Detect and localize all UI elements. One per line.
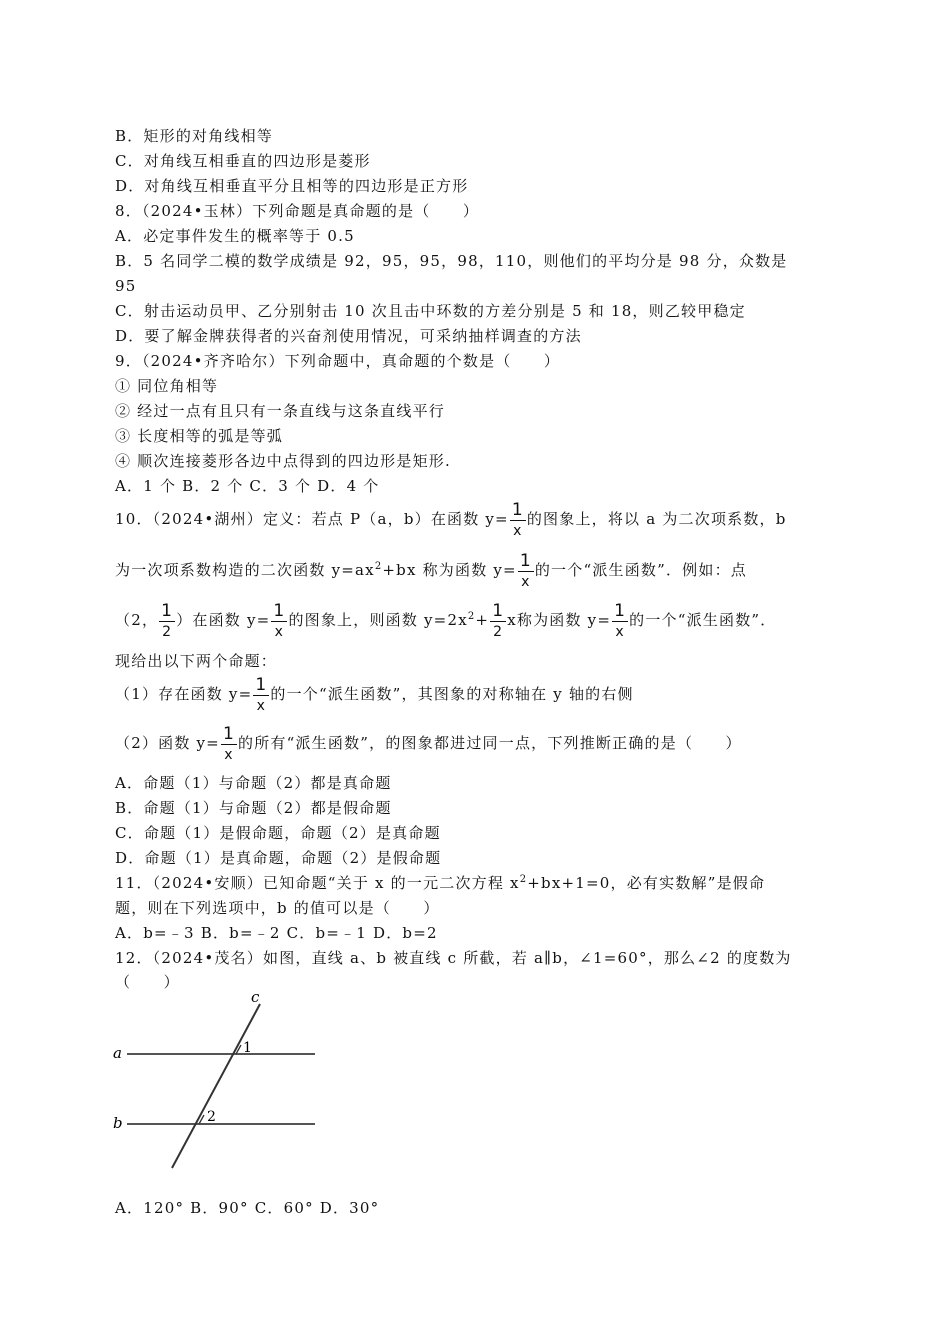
q8-option-a: A．必定事件发生的概率等于 0.5 [115,227,355,245]
label-angle-2: 2 [207,1109,216,1125]
q10-text: （2， [115,611,159,629]
q10-text: 的所有“派生函数”，的图象都进过同一点，下列推断正确的是（ ） [238,734,742,752]
label-angle-1: 1 [243,1040,252,1056]
q7-option-c: C．对角线互相垂直的四边形是菱形 [115,152,371,170]
q10-line-4: 现给出以下两个命题： [115,652,278,670]
q11-text: +bx+1=0，必有实数解”是假命 [527,874,766,892]
q10-text: 的图象上，将以 a 为二次项系数，b [526,510,787,528]
label-a: a [113,1044,122,1062]
fraction-one-over-x: $\frac{1}{x}$ [519,551,532,590]
q12-stem-line-1: 12．（2024•茂名）如图，直线 a、b 被直线 c 所截，若 a∥b，∠1=60°，那么∠2 的度数为 [115,949,792,967]
label-b: b [113,1114,123,1132]
q10-text: 的一个“派生函数”．例如：点 [534,561,747,579]
q10-text: 的一个“派生函数”． [629,611,777,629]
q10-line-3 [115,603,777,639]
exponent: 2 [374,561,383,572]
fraction-one-over-x: $\frac{1}{x}$ [222,724,235,763]
q10-proposition-2 [115,726,742,762]
fraction-one-over-x: $\frac{1}{x}$ [273,601,286,640]
exponent: 2 [467,611,476,622]
fraction-one-over-x: $\frac{1}{x}$ [255,675,268,714]
q10-option-a: A．命题（1）与命题（2）都是真命题 [115,774,392,792]
q10-text: +bx 称为函数 y= [382,561,517,579]
q7-option-b: B．矩形的对角线相等 [115,127,274,145]
q10-text: 的图象上，则函数 y=2x [288,611,468,629]
q10-text: 为一次项系数构造的二次函数 y=ax [115,561,375,579]
q10-proposition-1 [115,677,634,713]
q8-option-d: D．要了解金牌获得者的兴奋剂使用情况，可采纳抽样调查的方法 [115,327,582,345]
q7-option-d: D．对角线互相垂直平分且相等的四边形是正方形 [115,177,469,195]
q8-stem: 8．（2024•玉林）下列命题是真命题的是（ ） [115,202,480,220]
q9-item-3: ③ 长度相等的弧是等弧 [115,427,283,445]
q10-text: x [507,611,517,629]
q10-option-c: C．命题（1）是假命题，命题（2）是真命题 [115,824,441,842]
q10-line-1 [115,502,787,538]
q9-stem: 9．（2024•齐齐哈尔）下列命题中，真命题的个数是（ ） [115,352,561,370]
q10-text: （1）存在函数 y= [115,685,253,703]
q11-line-1 [115,873,765,893]
q10-text: ）在函数 y= [176,611,271,629]
q10-text: + [475,611,490,629]
q9-options: A．1 个 B．2 个 C．3 个 D．4 个 [115,477,380,495]
q10-text: （2）函数 y= [115,734,220,752]
q9-item-2: ② 经过一点有且只有一条直线与这条直线平行 [115,402,445,420]
q9-item-4: ④ 顺次连接菱形各边中点得到的四边形是矩形. [115,452,451,470]
q10-option-d: D．命题（1）是真命题，命题（2）是假命题 [115,849,442,867]
q10-text: 的一个“派生函数”，其图象的对称轴在 y 轴的右侧 [270,685,634,703]
q10-option-b: B．命题（1）与命题（2）都是假命题 [115,799,392,817]
fraction-one-half: $\frac{1}{2}$ [492,601,505,640]
q11-text: 11．（2024•安顺）已知命题“关于 x 的一元二次方程 x [115,874,520,892]
fraction-one-over-x: $\frac{1}{x}$ [614,601,627,640]
q9-item-1: ① 同位角相等 [115,377,219,395]
fraction-one-over-x: $\frac{1}{x}$ [511,500,524,539]
q10-text: 称为函数 y= [516,611,612,629]
q8-option-b-line2: 95 [115,277,137,295]
q10-text: 10．（2024•湖州）定义：若点 P（a，b）在函数 y= [115,510,509,528]
fraction-one-half: $\frac{1}{2}$ [161,601,174,640]
q8-option-c: C．射击运动员甲、乙分别射击 10 次且击中环数的方差分别是 5 和 18，则乙较甲稳定 [115,302,746,320]
q12-stem-line-2: （ ） [115,973,180,991]
q11-options: A．b=﹣3 B．b=﹣2 C．b=﹣1 D．b=2 [115,924,438,942]
line-c [172,1004,260,1168]
parallel-lines-figure [105,988,325,1178]
q12-options: A．120° B．90° C．60° D．30° [115,1199,380,1217]
label-c: c [251,988,260,1006]
q10-line-2 [115,553,747,589]
q8-option-b-line1: B．5 名同学二模的数学成绩是 92，95，95，98，110，则他们的平均分是 98 分，众数是 [115,252,788,270]
exponent: 2 [519,874,528,885]
q11-line-2: 题，则在下列选项中，b 的值可以是（ ） [115,899,440,917]
